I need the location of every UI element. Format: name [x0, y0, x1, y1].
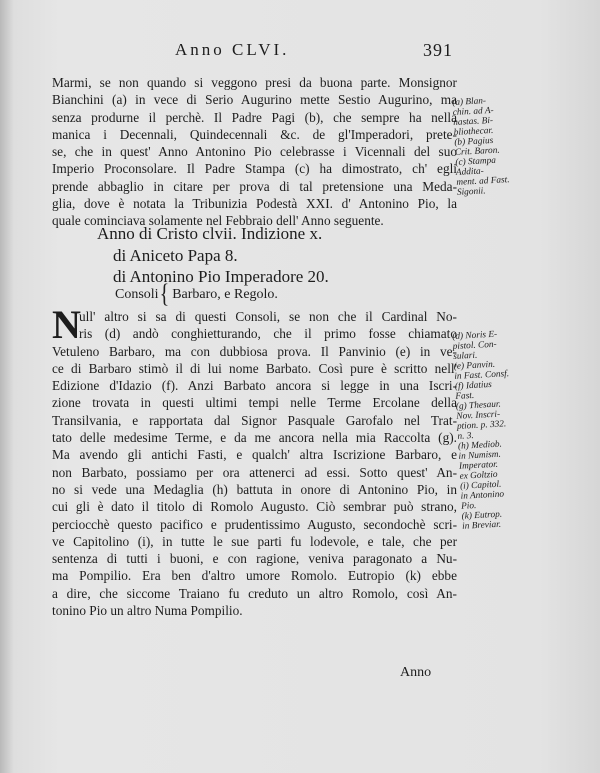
text-line: ris (d) andò conghietturando, che il primo fosse chiamato [79, 326, 457, 342]
text-line: non Barbato, possiamo per ora attenerci ad essi. Sotto quest' An- [52, 464, 457, 480]
marginal-note: Pio. [460, 500, 477, 512]
marginal-note: nastas. Bi- [453, 115, 494, 128]
marginal-notes-bottom [452, 329, 517, 532]
heading-line: di Aniceto Papa 8. [113, 245, 238, 265]
text-line: Transilvania, e rapportata dal Signor Pasquale Garofalo nel Trat- [52, 412, 457, 428]
text-line: Ma avendo gli antichi Fasti, e qualch' altra Iscrizione Barbaro, e [52, 447, 457, 463]
text-line: Imperio Proconsolare. Il Padre Stampa (c) ha dimostrato, ch' egli [52, 161, 457, 177]
brace-glyph: { [159, 279, 170, 309]
marginal-note: (c) Stampa [455, 155, 497, 168]
marginal-note: (d) Noris E- [452, 329, 498, 342]
paragraph-continuation [52, 74, 457, 230]
marginal-note: ption. p. 332. [456, 419, 507, 432]
text-line: prende abbaglio in citare per prova di tal pretensione una Meda- [52, 178, 457, 194]
marginal-note: n. 3. [457, 431, 475, 442]
marginal-note: bliothecar. [453, 125, 494, 138]
marginal-note: (a) Blan- [452, 96, 487, 108]
marginal-note: in Numism. [458, 449, 502, 462]
marginal-note: ex Goltzio [459, 469, 498, 482]
marginal-note: Imperator. [458, 459, 499, 472]
catch-word: Anno [400, 665, 432, 680]
text-line: Bianchini (a) in vece di Serio Augurino mette Sestio Augurino, ma [52, 92, 457, 108]
marginal-note: sulari. [453, 350, 478, 362]
marginal-note: Fast. [455, 390, 475, 402]
marginal-note: Sigonii. [456, 186, 486, 198]
marginal-note: (k) Eutrop. [461, 509, 503, 522]
marginal-note: (b) Pagius [454, 135, 494, 148]
text-line: zione trovata in questi ultimi tempi nelle Terme Ercolane della [52, 395, 457, 411]
marginal-notes-top [452, 95, 510, 198]
marginal-note: pistol. Con- [452, 339, 497, 352]
text-line: perciocchè questo pacifico e prudentissimo Augusto, secondochè scri- [52, 516, 457, 532]
text-line: a dire, che siccome Traiano fu creduto un altro Romolo, così An- [52, 585, 457, 601]
text-line: glia, dove è notata la Tribunizia Podestà XXI. d' Antonino Pio, la [52, 196, 457, 212]
text-line: tonino Pio un altro Numa Pompilio. [52, 603, 243, 619]
text-line: ma Pompilio. Era ben d'altro umore Romolo. Eutropio (k) ebbe [52, 568, 457, 584]
text-line: sentenza di tutti i buoni, e con ragione, veniva paragonato a Nu- [52, 551, 457, 567]
marginal-note: (h) Mediob. [457, 439, 503, 452]
text-line: se, che in quest' Anno Antonino Pio celebrasse i Vicennali del suo [52, 144, 457, 160]
running-title: Anno CLVI. [175, 40, 290, 59]
drop-cap: N [52, 302, 81, 347]
marginal-note: Nov. Inscri- [456, 409, 501, 422]
text-line: ce di Barbaro stimò il di lui nome Barbato. Così pure è scritto nell' [52, 360, 457, 376]
year-heading [97, 223, 329, 288]
marginal-note: ment. ad Fast. [456, 175, 510, 188]
marginal-note: in Breviar. [461, 519, 502, 532]
paragraph-main [52, 302, 457, 619]
consuls-label: Consoli [115, 287, 159, 302]
text-line: Edizione d'Idazio (f). Anzi Barbato ancora si legge in una Iscri- [52, 378, 457, 394]
text-line: senza produrne il perchè. Il Padre Pagi (b), che sempre ha nella [52, 109, 457, 125]
text-line: ve Capitolino (i), in tutte le sue parti fu lodevole, e tale, che per [52, 533, 457, 549]
marginal-note: in Fast. Consf. [454, 369, 510, 382]
consuls-names: Barbaro, e Regolo. [172, 287, 278, 302]
heading-line: di Antonino Pio Imperadore 20. [113, 267, 329, 286]
text-line: no si vede una Medaglia (h) battuta in onore di Antonino Pio, in [52, 481, 457, 497]
marginal-note: (e) Panvin. [453, 359, 496, 372]
marginal-note: Crit. Baron. [454, 145, 500, 158]
marginal-note: in Antonino [460, 489, 505, 502]
text-line: Marmi, se non quando si veggono presi da buona parte. Monsignor [52, 75, 457, 90]
heading-line: Anno di Cristo clvii. Indizione x. [97, 224, 323, 243]
text-line: ull' altro si sa di questi Consoli, se non che il Cardinal No- [79, 309, 457, 324]
consuls-line [115, 279, 278, 309]
text-line: manica i Decennali, Quindecennali &c. de gl'Imperadori, prete- [52, 126, 457, 142]
text-line: quale cominciava solamente nel Febbraio dell' Anno seguente. [52, 213, 384, 229]
marginal-note: (f) Idatius [454, 379, 493, 392]
text-line: tato delle medesime Terme, e da me ancora nella mia Raccolta (g). [52, 430, 457, 446]
text-line: cui gli è dato il titolo di Romolo Augusto. Ciò sembrar può strano, [52, 499, 457, 515]
text-line: Vetuleno Barbaro, ma con dubbiosa prova. Il Panvinio (e) in ve- [52, 343, 457, 359]
page-header [0, 40, 600, 64]
marginal-note: Addita- [455, 166, 485, 178]
marginal-note: (g) Thesaur. [455, 399, 502, 412]
marginal-note: (i) Capitol. [459, 479, 502, 492]
page-number: 391 [423, 40, 453, 60]
marginal-note: chin. ad A- [452, 105, 494, 118]
